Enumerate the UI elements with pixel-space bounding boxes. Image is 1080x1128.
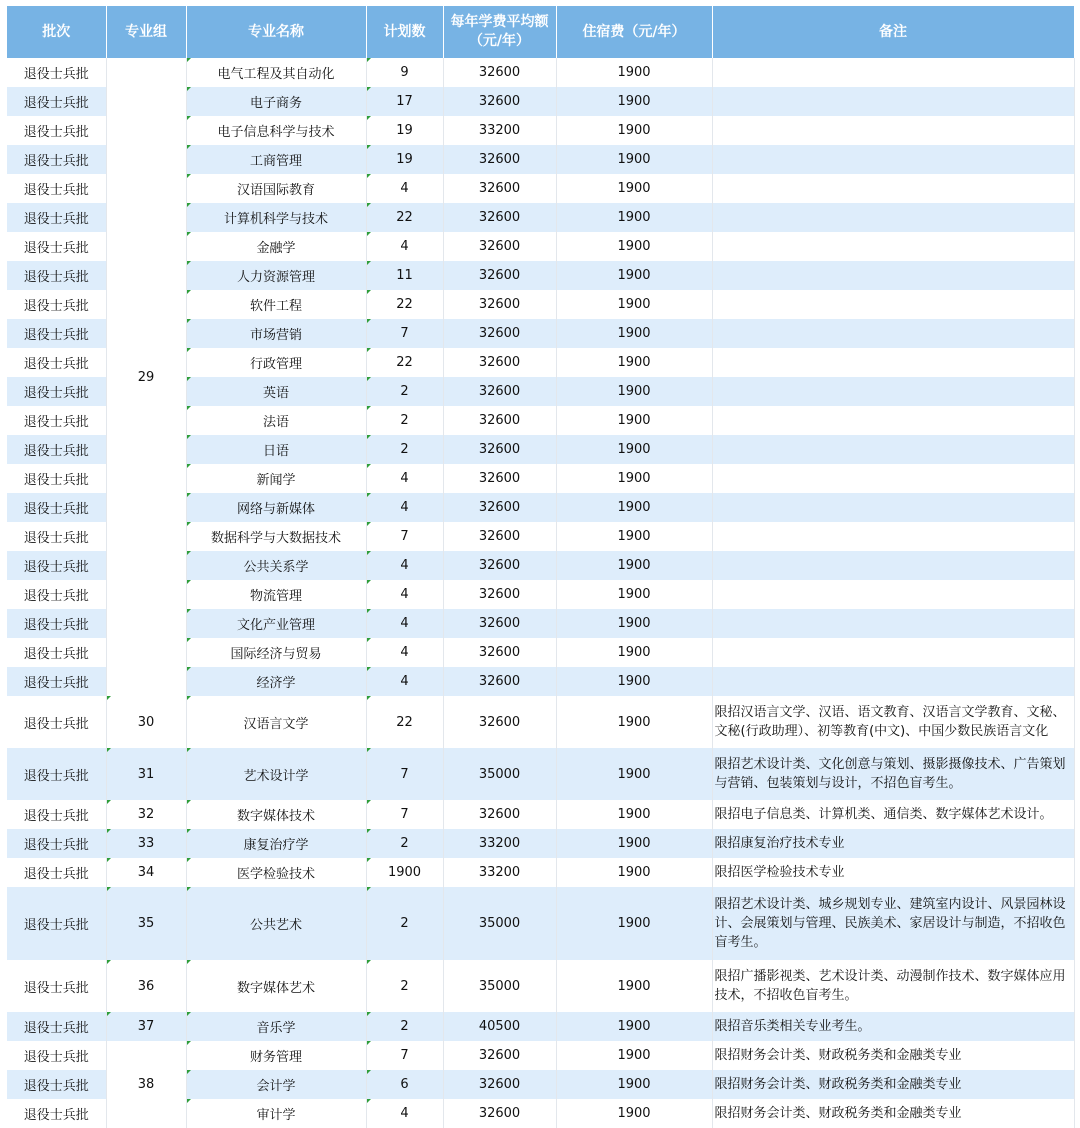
cell-lodging: 1900 bbox=[556, 748, 712, 800]
cell-note: 限招汉语言文学、汉语、语文教育、汉语言文学教育、文秘、文秘(行政助理）、初等教育(中文)、中国少数民族语言文化 bbox=[712, 696, 1074, 748]
cell-major: 公共关系学 bbox=[186, 551, 366, 580]
cell-plan: 4 bbox=[366, 667, 443, 696]
admission-plan-table bbox=[7, 6, 1075, 1128]
cell-major: 音乐学 bbox=[186, 1012, 366, 1041]
cell-lodging: 1900 bbox=[556, 435, 712, 464]
cell-major: 行政管理 bbox=[186, 348, 366, 377]
cell-note bbox=[712, 638, 1074, 667]
cell-major: 经济学 bbox=[186, 667, 366, 696]
cell-group: 31 bbox=[106, 748, 186, 800]
cell-batch: 退役士兵批 bbox=[7, 1012, 106, 1041]
table-row bbox=[7, 800, 1074, 829]
cell-tuition: 32600 bbox=[443, 638, 556, 667]
cell-lodging: 1900 bbox=[556, 1041, 712, 1070]
cell-tuition: 32600 bbox=[443, 1070, 556, 1099]
cell-tuition: 32600 bbox=[443, 232, 556, 261]
header-tuition: 每年学费平均额 （元/年） bbox=[443, 6, 556, 58]
cell-batch: 退役士兵批 bbox=[7, 377, 106, 406]
cell-major: 计算机科学与技术 bbox=[186, 203, 366, 232]
cell-note bbox=[712, 58, 1074, 87]
cell-plan: 4 bbox=[366, 580, 443, 609]
cell-lodging: 1900 bbox=[556, 800, 712, 829]
cell-batch: 退役士兵批 bbox=[7, 232, 106, 261]
cell-plan: 6 bbox=[366, 1070, 443, 1099]
cell-group: 29 bbox=[106, 58, 186, 696]
cell-plan: 4 bbox=[366, 609, 443, 638]
cell-major: 电子商务 bbox=[186, 87, 366, 116]
cell-plan: 22 bbox=[366, 348, 443, 377]
cell-lodging: 1900 bbox=[556, 551, 712, 580]
cell-major: 工商管理 bbox=[186, 145, 366, 174]
cell-note bbox=[712, 377, 1074, 406]
cell-note bbox=[712, 348, 1074, 377]
cell-lodging: 1900 bbox=[556, 609, 712, 638]
cell-batch: 退役士兵批 bbox=[7, 696, 106, 748]
cell-plan: 2 bbox=[366, 1012, 443, 1041]
cell-lodging: 1900 bbox=[556, 960, 712, 1012]
cell-note: 限招康复治疗技术专业 bbox=[712, 829, 1074, 858]
cell-plan: 7 bbox=[366, 1041, 443, 1070]
cell-tuition: 35000 bbox=[443, 887, 556, 960]
cell-batch: 退役士兵批 bbox=[7, 858, 106, 887]
cell-group: 38 bbox=[106, 1041, 186, 1128]
cell-note: 限招财务会计类、财政税务类和金融类专业 bbox=[712, 1070, 1074, 1099]
cell-plan: 4 bbox=[366, 464, 443, 493]
cell-batch: 退役士兵批 bbox=[7, 638, 106, 667]
cell-lodging: 1900 bbox=[556, 319, 712, 348]
cell-note bbox=[712, 203, 1074, 232]
table-row bbox=[7, 829, 1074, 858]
table-row bbox=[7, 887, 1074, 960]
cell-plan: 9 bbox=[366, 58, 443, 87]
header-plan: 计划数 bbox=[366, 6, 443, 58]
cell-tuition: 32600 bbox=[443, 464, 556, 493]
cell-tuition: 32600 bbox=[443, 551, 556, 580]
cell-major: 财务管理 bbox=[186, 1041, 366, 1070]
table-row bbox=[7, 58, 1074, 87]
cell-batch: 退役士兵批 bbox=[7, 261, 106, 290]
cell-tuition: 32600 bbox=[443, 800, 556, 829]
cell-plan: 4 bbox=[366, 174, 443, 203]
cell-major: 数字媒体技术 bbox=[186, 800, 366, 829]
cell-batch: 退役士兵批 bbox=[7, 800, 106, 829]
cell-major: 数字媒体艺术 bbox=[186, 960, 366, 1012]
cell-lodging: 1900 bbox=[556, 638, 712, 667]
cell-batch: 退役士兵批 bbox=[7, 406, 106, 435]
cell-plan: 2 bbox=[366, 887, 443, 960]
cell-note bbox=[712, 493, 1074, 522]
cell-batch: 退役士兵批 bbox=[7, 829, 106, 858]
cell-batch: 退役士兵批 bbox=[7, 319, 106, 348]
cell-lodging: 1900 bbox=[556, 829, 712, 858]
header-group: 专业组 bbox=[106, 6, 186, 58]
header-row bbox=[7, 6, 1074, 58]
cell-batch: 退役士兵批 bbox=[7, 290, 106, 319]
cell-batch: 退役士兵批 bbox=[7, 464, 106, 493]
cell-plan: 1900 bbox=[366, 858, 443, 887]
cell-note bbox=[712, 290, 1074, 319]
cell-group: 34 bbox=[106, 858, 186, 887]
cell-batch: 退役士兵批 bbox=[7, 887, 106, 960]
table-row bbox=[7, 748, 1074, 800]
cell-major: 网络与新媒体 bbox=[186, 493, 366, 522]
cell-lodging: 1900 bbox=[556, 116, 712, 145]
cell-batch: 退役士兵批 bbox=[7, 1070, 106, 1099]
cell-lodging: 1900 bbox=[556, 858, 712, 887]
cell-lodging: 1900 bbox=[556, 232, 712, 261]
cell-note: 限招艺术设计类、文化创意与策划、摄影摄像技术、广告策划与营销、包装策划与设计，不招色盲考生。 bbox=[712, 748, 1074, 800]
cell-tuition: 33200 bbox=[443, 116, 556, 145]
cell-plan: 2 bbox=[366, 377, 443, 406]
cell-group: 30 bbox=[106, 696, 186, 748]
cell-batch: 退役士兵批 bbox=[7, 435, 106, 464]
cell-lodging: 1900 bbox=[556, 1099, 712, 1128]
cell-tuition: 32600 bbox=[443, 493, 556, 522]
cell-batch: 退役士兵批 bbox=[7, 1041, 106, 1070]
cell-lodging: 1900 bbox=[556, 290, 712, 319]
cell-batch: 退役士兵批 bbox=[7, 203, 106, 232]
cell-major: 法语 bbox=[186, 406, 366, 435]
cell-note bbox=[712, 145, 1074, 174]
cell-tuition: 40500 bbox=[443, 1012, 556, 1041]
cell-note bbox=[712, 435, 1074, 464]
cell-major: 日语 bbox=[186, 435, 366, 464]
cell-note bbox=[712, 174, 1074, 203]
cell-major: 人力资源管理 bbox=[186, 261, 366, 290]
cell-plan: 2 bbox=[366, 435, 443, 464]
cell-tuition: 32600 bbox=[443, 667, 556, 696]
cell-note: 限招财务会计类、财政税务类和金融类专业 bbox=[712, 1041, 1074, 1070]
cell-tuition: 35000 bbox=[443, 960, 556, 1012]
cell-note: 限招音乐类相关专业考生。 bbox=[712, 1012, 1074, 1041]
cell-major: 会计学 bbox=[186, 1070, 366, 1099]
cell-major: 数据科学与大数据技术 bbox=[186, 522, 366, 551]
cell-lodging: 1900 bbox=[556, 377, 712, 406]
table-row bbox=[7, 1012, 1074, 1041]
header-note: 备注 bbox=[712, 6, 1074, 58]
cell-major: 金融学 bbox=[186, 232, 366, 261]
cell-tuition: 32600 bbox=[443, 174, 556, 203]
cell-major: 公共艺术 bbox=[186, 887, 366, 960]
cell-plan: 22 bbox=[366, 290, 443, 319]
cell-lodging: 1900 bbox=[556, 696, 712, 748]
cell-tuition: 32600 bbox=[443, 58, 556, 87]
table-body bbox=[7, 58, 1074, 1128]
cell-note bbox=[712, 406, 1074, 435]
cell-note bbox=[712, 261, 1074, 290]
cell-plan: 2 bbox=[366, 829, 443, 858]
cell-major: 汉语言文学 bbox=[186, 696, 366, 748]
cell-lodging: 1900 bbox=[556, 87, 712, 116]
cell-plan: 4 bbox=[366, 493, 443, 522]
cell-lodging: 1900 bbox=[556, 887, 712, 960]
cell-lodging: 1900 bbox=[556, 261, 712, 290]
cell-tuition: 32600 bbox=[443, 406, 556, 435]
cell-batch: 退役士兵批 bbox=[7, 116, 106, 145]
cell-major: 电气工程及其自动化 bbox=[186, 58, 366, 87]
cell-plan: 17 bbox=[366, 87, 443, 116]
cell-plan: 22 bbox=[366, 696, 443, 748]
cell-plan: 7 bbox=[366, 522, 443, 551]
cell-note bbox=[712, 580, 1074, 609]
cell-note: 限招医学检验技术专业 bbox=[712, 858, 1074, 887]
cell-major: 文化产业管理 bbox=[186, 609, 366, 638]
cell-major: 汉语国际教育 bbox=[186, 174, 366, 203]
cell-major: 英语 bbox=[186, 377, 366, 406]
cell-major: 软件工程 bbox=[186, 290, 366, 319]
cell-lodging: 1900 bbox=[556, 667, 712, 696]
table-row bbox=[7, 1041, 1074, 1070]
cell-major: 医学检验技术 bbox=[186, 858, 366, 887]
cell-lodging: 1900 bbox=[556, 145, 712, 174]
cell-major: 国际经济与贸易 bbox=[186, 638, 366, 667]
cell-tuition: 32600 bbox=[443, 696, 556, 748]
cell-plan: 7 bbox=[366, 748, 443, 800]
cell-note bbox=[712, 116, 1074, 145]
cell-batch: 退役士兵批 bbox=[7, 58, 106, 87]
cell-lodging: 1900 bbox=[556, 174, 712, 203]
cell-tuition: 32600 bbox=[443, 435, 556, 464]
cell-tuition: 32600 bbox=[443, 87, 556, 116]
cell-batch: 退役士兵批 bbox=[7, 551, 106, 580]
table-row bbox=[7, 858, 1074, 887]
cell-tuition: 32600 bbox=[443, 1041, 556, 1070]
cell-note: 限招财务会计类、财政税务类和金融类专业 bbox=[712, 1099, 1074, 1128]
cell-major: 新闻学 bbox=[186, 464, 366, 493]
cell-batch: 退役士兵批 bbox=[7, 960, 106, 1012]
cell-lodging: 1900 bbox=[556, 406, 712, 435]
cell-tuition: 32600 bbox=[443, 319, 556, 348]
cell-batch: 退役士兵批 bbox=[7, 174, 106, 203]
cell-note bbox=[712, 87, 1074, 116]
cell-lodging: 1900 bbox=[556, 464, 712, 493]
cell-tuition: 32600 bbox=[443, 145, 556, 174]
cell-note bbox=[712, 667, 1074, 696]
cell-major: 审计学 bbox=[186, 1099, 366, 1128]
cell-plan: 2 bbox=[366, 406, 443, 435]
cell-plan: 19 bbox=[366, 145, 443, 174]
cell-tuition: 32600 bbox=[443, 522, 556, 551]
cell-plan: 7 bbox=[366, 319, 443, 348]
cell-note bbox=[712, 551, 1074, 580]
cell-note: 限招艺术设计类、城乡规划专业、建筑室内设计、风景园林设计、会展策划与管理、民族美术、家居设计与制造，不招收色盲考生。 bbox=[712, 887, 1074, 960]
cell-group: 33 bbox=[106, 829, 186, 858]
cell-note bbox=[712, 464, 1074, 493]
cell-tuition: 35000 bbox=[443, 748, 556, 800]
cell-plan: 4 bbox=[366, 551, 443, 580]
cell-batch: 退役士兵批 bbox=[7, 87, 106, 116]
cell-major: 物流管理 bbox=[186, 580, 366, 609]
cell-batch: 退役士兵批 bbox=[7, 348, 106, 377]
cell-batch: 退役士兵批 bbox=[7, 580, 106, 609]
cell-lodging: 1900 bbox=[556, 203, 712, 232]
cell-batch: 退役士兵批 bbox=[7, 667, 106, 696]
cell-tuition: 32600 bbox=[443, 348, 556, 377]
cell-lodging: 1900 bbox=[556, 580, 712, 609]
cell-batch: 退役士兵批 bbox=[7, 1099, 106, 1128]
table-row bbox=[7, 960, 1074, 1012]
cell-group: 35 bbox=[106, 887, 186, 960]
table-row bbox=[7, 696, 1074, 748]
cell-group: 36 bbox=[106, 960, 186, 1012]
cell-tuition: 32600 bbox=[443, 609, 556, 638]
cell-major: 艺术设计学 bbox=[186, 748, 366, 800]
cell-lodging: 1900 bbox=[556, 58, 712, 87]
cell-tuition: 32600 bbox=[443, 203, 556, 232]
header-lodging: 住宿费（元/年） bbox=[556, 6, 712, 58]
cell-major: 市场营销 bbox=[186, 319, 366, 348]
cell-note bbox=[712, 609, 1074, 638]
cell-tuition: 32600 bbox=[443, 377, 556, 406]
cell-lodging: 1900 bbox=[556, 493, 712, 522]
cell-plan: 4 bbox=[366, 1099, 443, 1128]
cell-tuition: 32600 bbox=[443, 580, 556, 609]
cell-batch: 退役士兵批 bbox=[7, 145, 106, 174]
cell-tuition: 32600 bbox=[443, 290, 556, 319]
cell-note bbox=[712, 522, 1074, 551]
cell-tuition: 32600 bbox=[443, 1099, 556, 1128]
cell-batch: 退役士兵批 bbox=[7, 522, 106, 551]
cell-plan: 7 bbox=[366, 800, 443, 829]
cell-plan: 4 bbox=[366, 232, 443, 261]
cell-major: 电子信息科学与技术 bbox=[186, 116, 366, 145]
cell-plan: 2 bbox=[366, 960, 443, 1012]
cell-plan: 4 bbox=[366, 638, 443, 667]
cell-lodging: 1900 bbox=[556, 1070, 712, 1099]
cell-note bbox=[712, 319, 1074, 348]
cell-batch: 退役士兵批 bbox=[7, 748, 106, 800]
cell-lodging: 1900 bbox=[556, 1012, 712, 1041]
cell-group: 32 bbox=[106, 800, 186, 829]
cell-batch: 退役士兵批 bbox=[7, 493, 106, 522]
cell-lodging: 1900 bbox=[556, 348, 712, 377]
cell-major: 康复治疗学 bbox=[186, 829, 366, 858]
cell-tuition: 32600 bbox=[443, 261, 556, 290]
cell-note: 限招电子信息类、计算机类、通信类、数字媒体艺术设计。 bbox=[712, 800, 1074, 829]
cell-plan: 11 bbox=[366, 261, 443, 290]
cell-note: 限招广播影视类、艺术设计类、动漫制作技术、数字媒体应用技术，不招收色盲考生。 bbox=[712, 960, 1074, 1012]
header-major: 专业名称 bbox=[186, 6, 366, 58]
cell-lodging: 1900 bbox=[556, 522, 712, 551]
cell-plan: 22 bbox=[366, 203, 443, 232]
cell-tuition: 33200 bbox=[443, 829, 556, 858]
cell-note bbox=[712, 232, 1074, 261]
cell-tuition: 33200 bbox=[443, 858, 556, 887]
header-batch: 批次 bbox=[7, 6, 106, 58]
cell-batch: 退役士兵批 bbox=[7, 609, 106, 638]
cell-plan: 19 bbox=[366, 116, 443, 145]
cell-group: 37 bbox=[106, 1012, 186, 1041]
